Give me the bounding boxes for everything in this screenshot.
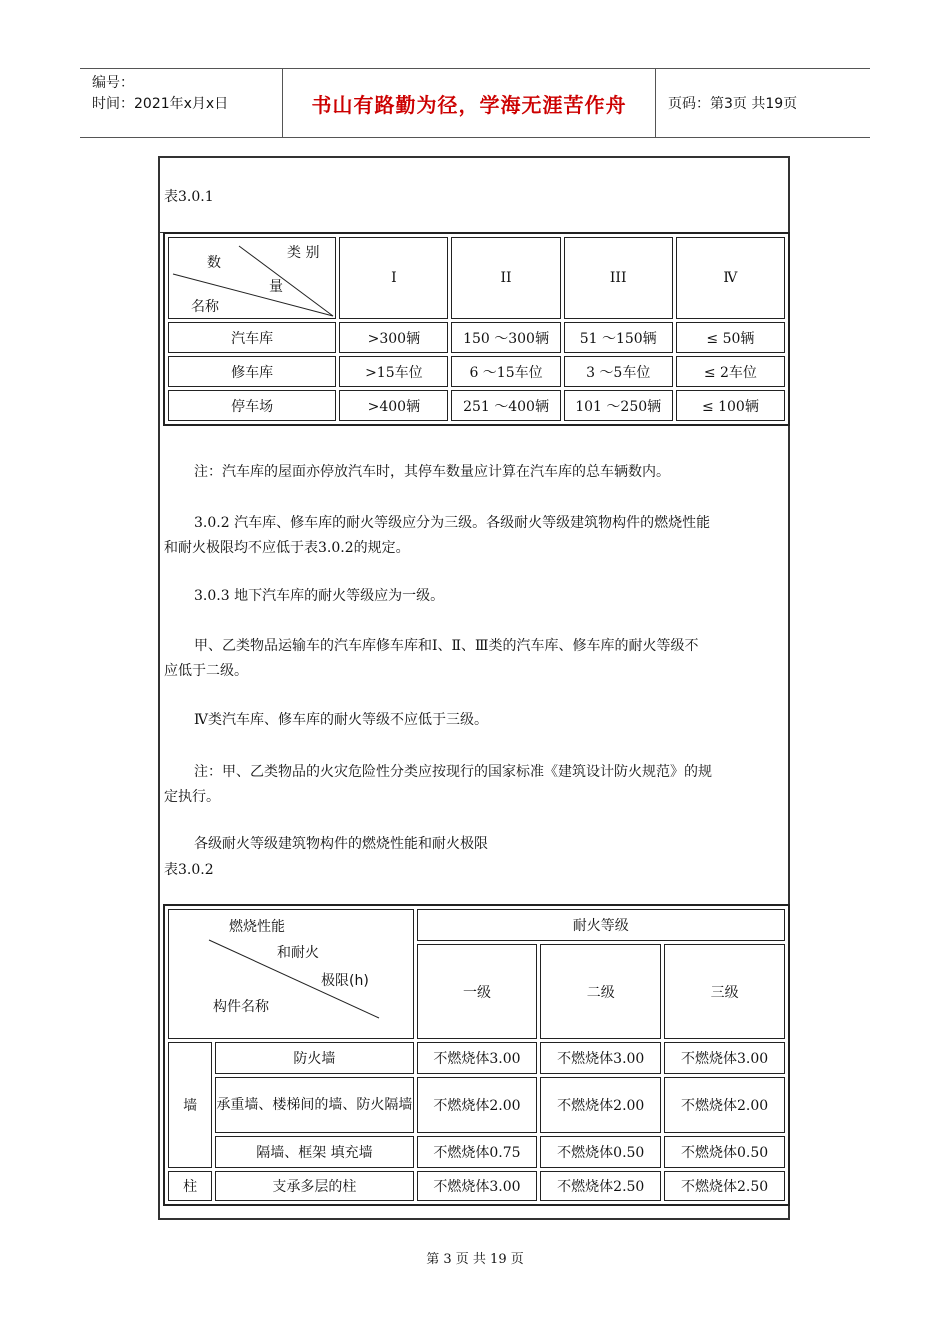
col-header: I <box>339 237 448 319</box>
table-cell: ≤ 2车位 <box>676 356 785 387</box>
table-row <box>168 1077 785 1133</box>
clause-3-0-2-line-1: 3.0.2 汽车库、修车库的耐火等级应分为三级。各级耐火等级建筑物构件的燃烧性能 <box>194 515 711 531</box>
diag-name: 名称 <box>191 299 219 315</box>
table-cell: 不燃烧体0.50 <box>540 1136 661 1168</box>
table-cell: 不燃烧体2.00 <box>540 1077 661 1133</box>
diag-line-1: 燃烧性能 <box>229 919 285 935</box>
row-name: 防火墙 <box>215 1042 413 1074</box>
note-1: 注：汽车库的屋面亦停放汽车时，其停车数量应计算在汽车库的总车辆数内。 <box>194 464 670 480</box>
diag-quantity-2: 量 <box>269 279 283 295</box>
table-cell: 51 ～150辆 <box>564 322 673 353</box>
table-cell: 不燃烧体0.75 <box>417 1136 538 1168</box>
table-cell: 不燃烧体3.00 <box>417 1171 538 1201</box>
table-cell: 不燃烧体2.00 <box>417 1077 538 1133</box>
note-2-line-1: 注：甲、乙类物品的火灾危险性分类应按现行的国家标准《建筑设计防火规范》的规 <box>194 764 712 780</box>
note-2-line-2: 定执行。 <box>164 789 220 805</box>
col-header: 一级 <box>417 944 538 1039</box>
table-row <box>168 356 785 387</box>
table-cell: 不燃烧体2.00 <box>664 1077 785 1133</box>
row-name: 汽车库 <box>168 322 336 353</box>
table-cell: 3 ～5车位 <box>564 356 673 387</box>
table-cell: >15车位 <box>339 356 448 387</box>
table2-caption: 表3.0.2 <box>164 862 214 878</box>
row-name: 修车库 <box>168 356 336 387</box>
table-cell: ≤ 100辆 <box>676 390 785 421</box>
table-cell: 不燃烧体0.50 <box>664 1136 785 1168</box>
clause-para-4-line-2: 应低于二级。 <box>164 663 248 679</box>
diagonal-lines <box>169 910 413 1044</box>
table-cell: 不燃烧体3.00 <box>417 1042 538 1074</box>
group-header: 耐火等级 <box>417 909 785 941</box>
col-header: 二级 <box>540 944 661 1039</box>
page-footer: 第 3 页 共 19 页 <box>426 1252 524 1267</box>
table-cell: ≤ 50辆 <box>676 322 785 353</box>
diagonal-header-cell <box>168 909 414 1039</box>
diag-quantity-1: 数 <box>207 255 221 271</box>
table-cell: 不燃烧体3.00 <box>664 1042 785 1074</box>
table-cell: 不燃烧体2.50 <box>540 1171 661 1201</box>
table-cell: >400辆 <box>339 390 448 421</box>
table-cell: 不燃烧体2.50 <box>664 1171 785 1201</box>
diag-name: 构件名称 <box>213 999 269 1015</box>
table-row <box>168 322 785 353</box>
clause-para-5: Ⅳ类汽车库、修车库的耐火等级不应低于三级。 <box>194 712 488 728</box>
clause-3-0-2-line-2: 和耐火极限均不应低于表3.0.2的规定。 <box>164 540 410 556</box>
row-name: 停车场 <box>168 390 336 421</box>
table-row <box>168 1042 785 1074</box>
col-header: III <box>564 237 673 319</box>
page-header <box>80 68 870 138</box>
table1-caption: 表3.0.1 <box>164 189 214 205</box>
header-motto: 书山有路勤为径，学海无涯苦作舟 <box>283 69 656 137</box>
row-name: 承重墙、楼梯间的墙、防火隔墙 <box>215 1077 413 1133</box>
table-cell: 251 ～400辆 <box>451 390 560 421</box>
table-row <box>168 390 785 421</box>
clause-3-0-3: 3.0.3 地下汽车库的耐火等级应为一级。 <box>194 588 445 604</box>
time-label: 时间：2021年x月x日 <box>92 96 229 112</box>
column-group-label: 柱 <box>168 1171 212 1201</box>
clause-para-4-line-1: 甲、乙类物品运输车的汽车库修车库和Ⅰ、Ⅱ、Ⅲ类的汽车库、修车库的耐火等级不 <box>194 638 699 654</box>
row-name: 支承多层的柱 <box>215 1171 413 1201</box>
col-header: II <box>451 237 560 319</box>
table-cell: 不燃烧体3.00 <box>540 1042 661 1074</box>
diag-category: 类 别 <box>287 245 320 261</box>
row-name: 隔墙、框架 填充墙 <box>215 1136 413 1168</box>
wall-group-label: 墙 <box>168 1042 212 1168</box>
header-page-info: 页码：第3页 共19页 <box>668 96 798 112</box>
table-row <box>168 1136 785 1168</box>
table-3-0-2 <box>163 904 790 1206</box>
number-label: 编号： <box>92 75 134 91</box>
diag-line-3: 极限(h) <box>321 973 369 989</box>
header-meta <box>80 69 283 137</box>
table-cell: 101 ～250辆 <box>564 390 673 421</box>
table-cell: >300辆 <box>339 322 448 353</box>
col-header: Ⅳ <box>676 237 785 319</box>
table-row <box>168 1171 785 1201</box>
col-header: 三级 <box>664 944 785 1039</box>
table2-title: 各级耐火等级建筑物构件的燃烧性能和耐火极限 <box>194 836 488 852</box>
table-cell: 150 ～300辆 <box>451 322 560 353</box>
table-cell: 6 ～15车位 <box>451 356 560 387</box>
table-3-0-1 <box>163 232 790 426</box>
diag-line-2: 和耐火 <box>277 945 319 961</box>
diagonal-header-cell <box>168 237 336 319</box>
